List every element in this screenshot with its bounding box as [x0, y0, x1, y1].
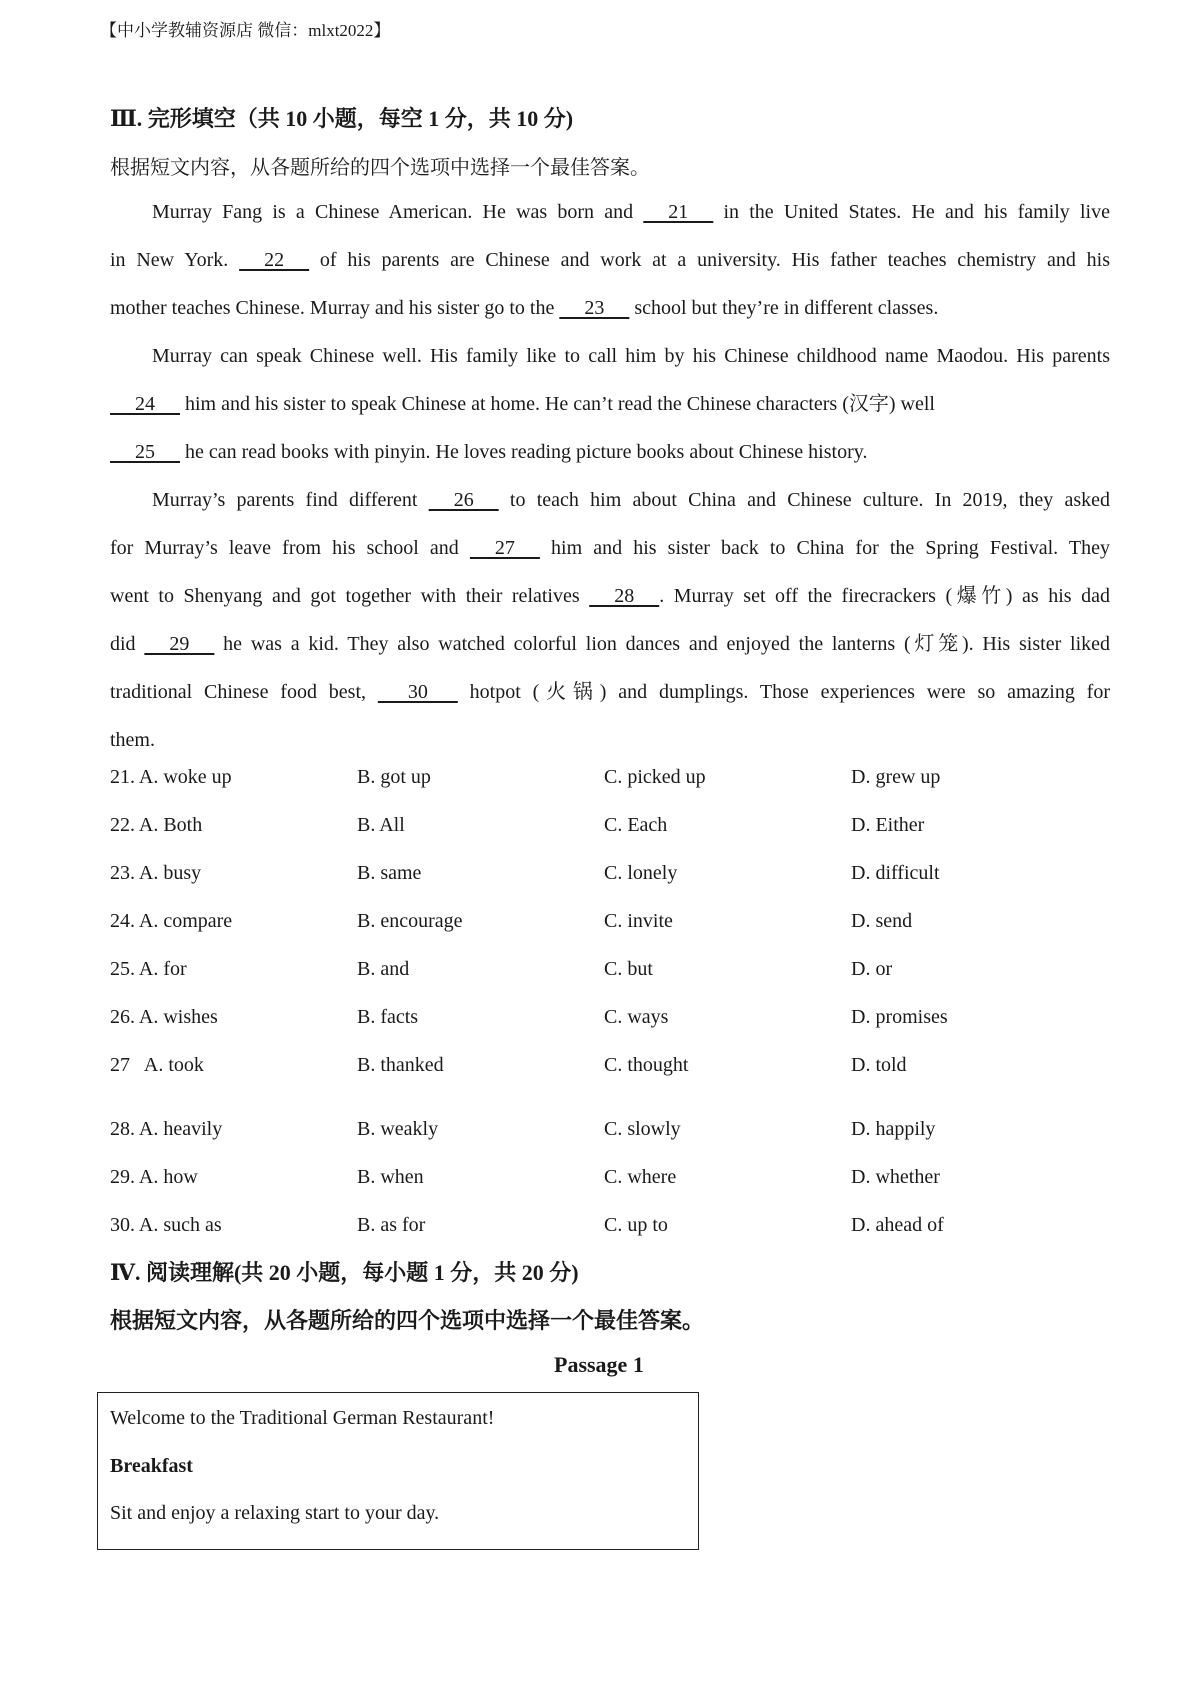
option-d: D. ahead of	[851, 1214, 944, 1236]
passage-line: them.	[110, 729, 155, 751]
option-c: C. ways	[604, 1006, 669, 1028]
blank-30: 30	[377, 681, 458, 703]
option-a: 21. A. woke up	[110, 766, 232, 788]
blank-21: 21	[643, 201, 714, 223]
option-a: 27 A. took	[110, 1054, 204, 1076]
option-c: C. Each	[604, 814, 668, 836]
option-b: B. All	[357, 814, 405, 836]
question-30	[110, 1210, 1110, 1240]
option-b: B. weakly	[357, 1118, 439, 1140]
passage-line: for Murray’s leave from his school and 27 him and his sister back to China for the Spring Festival. They	[110, 533, 1110, 563]
option-a: 29. A. how	[110, 1166, 198, 1188]
option-d: D. or	[851, 958, 893, 980]
header-note: 【中小学教辅资源店 微信：mlxt2022】	[100, 21, 391, 40]
option-c: C. lonely	[604, 862, 678, 884]
section-3-title: Ⅲ. 完形填空（共 10 小题，每空 1 分，共 10 分)	[110, 106, 574, 131]
option-c: C. up to	[604, 1214, 668, 1236]
section-4-instruction: 根据短文内容，从各题所给的四个选项中选择一个最佳答案。	[110, 1308, 705, 1333]
option-b: B. encourage	[357, 910, 463, 932]
passage-line: in New York. 22 of his parents are Chinese and work at a university. His father teaches chemistry and his	[110, 245, 1110, 275]
question-27	[110, 1050, 1110, 1080]
option-b: B. same	[357, 862, 422, 884]
menu-heading: Breakfast	[110, 1455, 193, 1477]
menu-welcome: Welcome to the Traditional German Restaurant!	[110, 1407, 495, 1429]
option-a: 30. A. such as	[110, 1214, 222, 1236]
option-d: D. promises	[851, 1006, 948, 1028]
blank-28: 28	[589, 585, 660, 607]
passage-line: traditional Chinese food best, 30 hotpot (火锅) and dumplings. Those experiences were so amazing for	[110, 677, 1110, 707]
passage-label: Passage 1	[554, 1352, 644, 1377]
passage-line: went to Shenyang and got together with their relatives 28 . Murray set off the firecrackers (爆竹) as his dad	[110, 581, 1110, 611]
passage-line: mother teaches Chinese. Murray and his sister go to the 23 school but they’re in different classes.	[110, 293, 938, 323]
option-d: D. grew up	[851, 766, 941, 788]
option-b: B. and	[357, 958, 410, 980]
option-a: 25. A. for	[110, 958, 187, 980]
question-26	[110, 1002, 1110, 1032]
section-4-title: Ⅳ. 阅读理解(共 20 小题，每小题 1 分，共 20 分)	[110, 1260, 579, 1285]
blank-25: 25	[110, 441, 180, 463]
option-b: B. when	[357, 1166, 424, 1188]
question-29	[110, 1162, 1110, 1192]
passage-line: Murray can speak Chinese well. His family like to call him by his Chinese childhood name Maodou. His parents	[152, 345, 1110, 367]
passage-line: Murray Fang is a Chinese American. He was born and 21 in the United States. He and his family live	[152, 197, 1110, 227]
blank-29: 29	[144, 633, 215, 655]
question-23	[110, 858, 1110, 888]
question-21	[110, 762, 1110, 792]
option-d: D. whether	[851, 1166, 940, 1188]
option-a: 23. A. busy	[110, 862, 202, 884]
option-d: D. told	[851, 1054, 907, 1076]
option-c: C. picked up	[604, 766, 706, 788]
passage-line: 24 him and his sister to speak Chinese at home. He can’t read the Chinese characters (汉字) well	[110, 389, 935, 419]
option-d: D. happily	[851, 1118, 936, 1140]
option-b: B. thanked	[357, 1054, 444, 1076]
question-22	[110, 810, 1110, 840]
passage-line: 25 he can read books with pinyin. He loves reading picture books about Chinese history.	[110, 437, 867, 467]
option-a: 26. A. wishes	[110, 1006, 218, 1028]
blank-27: 27	[469, 537, 540, 559]
option-c: C. where	[604, 1166, 677, 1188]
blank-26: 26	[428, 489, 499, 511]
passage-line: Murray’s parents find different 26 to teach him about China and Chinese culture. In 2019, they asked	[152, 485, 1110, 515]
question-24	[110, 906, 1110, 936]
passage-line: did 29 he was a kid. They also watched colorful lion dances and enjoyed the lanterns (灯笼). His sister liked	[110, 629, 1110, 659]
option-c: C. slowly	[604, 1118, 681, 1140]
option-b: B. got up	[357, 766, 431, 788]
option-a: 28. A. heavily	[110, 1118, 223, 1140]
option-b: B. facts	[357, 1006, 419, 1028]
option-c: C. but	[604, 958, 653, 980]
option-b: B. as for	[357, 1214, 426, 1236]
option-c: C. invite	[604, 910, 673, 932]
option-d: D. Either	[851, 814, 925, 836]
option-a: 22. A. Both	[110, 814, 203, 836]
restaurant-menu-box	[97, 1392, 699, 1550]
section-3-instruction: 根据短文内容，从各题所给的四个选项中选择一个最佳答案。	[110, 157, 650, 179]
blank-24: 24	[110, 393, 180, 415]
blank-22: 22	[239, 249, 310, 271]
menu-text: Sit and enjoy a relaxing start to your day.	[110, 1502, 440, 1524]
option-d: D. difficult	[851, 862, 940, 884]
option-a: 24. A. compare	[110, 910, 233, 932]
blank-23: 23	[559, 297, 630, 319]
question-25	[110, 954, 1110, 984]
option-c: C. thought	[604, 1054, 689, 1076]
option-d: D. send	[851, 910, 913, 932]
question-28	[110, 1114, 1110, 1144]
